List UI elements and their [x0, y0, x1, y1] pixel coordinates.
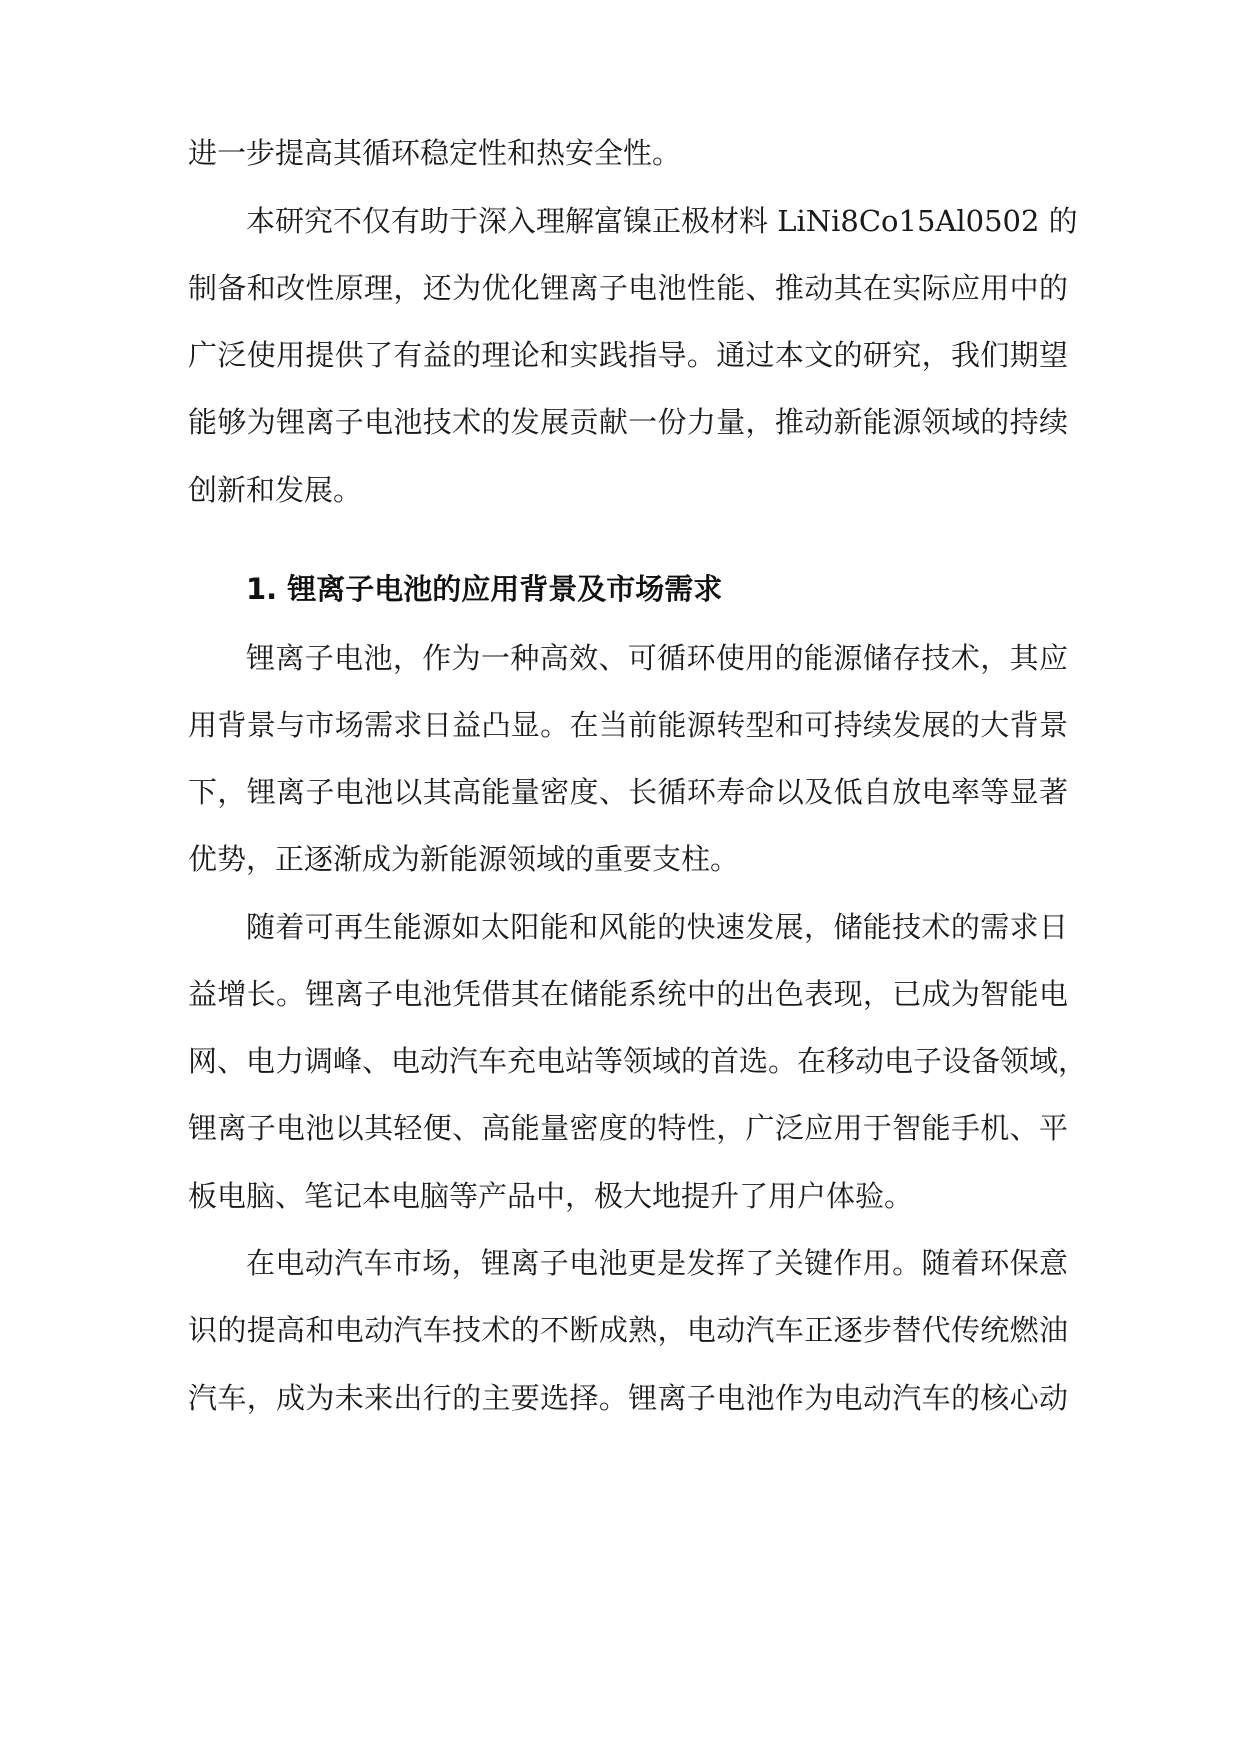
paragraph-line: 锂离子电池以其轻便、高能量密度的特性，广泛应用于智能手机、平 — [188, 1111, 1068, 1145]
paragraph-line: 下，锂离子电池以其高能量密度、长循环寿命以及低自放电率等显著 — [188, 775, 1068, 809]
paragraph-line: 汽车，成为未来出行的主要选择。锂离子电池作为电动汽车的核心动 — [188, 1381, 1068, 1415]
paragraph-line: 创新和发展。 — [188, 473, 363, 507]
paragraph-line: 在电动汽车市场，锂离子电池更是发挥了关键作用。随着环保意 — [246, 1246, 1068, 1280]
paragraph-line: 板电脑、笔记本电脑等产品中，极大地提升了用户体验。 — [188, 1179, 914, 1213]
paragraph-line: 锂离子电池，作为一种高效、可循环使用的能源储存技术，其应 — [246, 641, 1068, 675]
paragraph-line: 进一步提高其循环稳定性和热安全性。 — [188, 136, 682, 170]
paragraph-line: 识的提高和电动汽车技术的不断成熟，电动汽车正逐步替代传统燃油 — [188, 1313, 1068, 1347]
paragraph-line: 本研究不仅有助于深入理解富镍正极材料 LiNi8Co15Al0502 的 — [246, 204, 1078, 238]
paragraph-line: 广泛使用提供了有益的理论和实践指导。通过本文的研究，我们期望 — [188, 338, 1068, 372]
paragraph-line: 制备和改性原理，还为优化锂离子电池性能、推动其在实际应用中的 — [188, 271, 1068, 305]
paragraph-line: 益增长。锂离子电池凭借其在储能系统中的出色表现，已成为智能电 — [188, 977, 1068, 1011]
paragraph-line: 优势，正逐渐成为新能源领域的重要支柱。 — [188, 842, 740, 876]
paragraph-line: 网、电力调峰、电动汽车充电站等领域的首选。在移动电子设备领域， — [188, 1044, 1088, 1078]
paragraph-line: 用背景与市场需求日益凸显。在当前能源转型和可持续发展的大背景 — [188, 708, 1068, 742]
paragraph-line: 能够为锂离子电池技术的发展贡献一份力量，推动新能源领域的持续 — [188, 405, 1068, 439]
section-heading: 1. 锂离子电池的应用背景及市场需求 — [246, 572, 723, 606]
paragraph-line: 随着可再生能源如太阳能和风能的快速发展，储能技术的需求日 — [246, 910, 1068, 944]
